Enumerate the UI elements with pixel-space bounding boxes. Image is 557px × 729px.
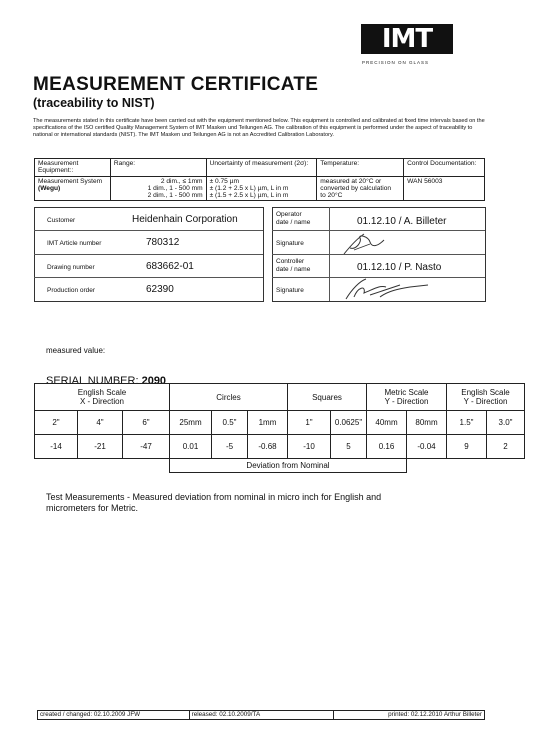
temperature-line: converted by calculation — [320, 184, 392, 192]
temperature-line: measured at 20°C or — [320, 177, 382, 185]
size-cell: 1.5" — [447, 411, 487, 435]
test-measurement-note: Test Measurements - Measured deviation from nominal in micro inch for English and micrometers for Metric. — [46, 492, 382, 513]
deviations-row — [35, 435, 525, 459]
imt-logo: IMT — [361, 24, 453, 54]
uncertainty-line: ± 0.75 µm — [209, 177, 239, 185]
range-line: 1 dim., 1 - 500 mm — [147, 184, 203, 192]
sizes-row — [35, 411, 525, 435]
group-header — [170, 384, 288, 411]
size-cell: 2" — [35, 411, 78, 435]
group-header — [367, 384, 447, 411]
deviation-cell: -47 — [123, 435, 170, 459]
operator-label-line: Operator — [276, 211, 302, 218]
deviation-cell: 0.01 — [170, 435, 212, 459]
deviation-cell: 9 — [447, 435, 487, 459]
temperature-header: Temperature: — [317, 159, 404, 177]
operator-signature-label: Signature — [276, 240, 304, 247]
range-line: 2 dim., 1 - 500 mm — [147, 192, 203, 200]
serial-number-label: SERIAL NUMBER: — [46, 375, 139, 387]
controller-value: 01.12.10 / P. Nasto — [357, 262, 442, 273]
group-line: Metric Scale — [384, 388, 429, 397]
operator-label-line: date / name — [276, 219, 311, 226]
group-line: X - Direction — [79, 397, 124, 406]
group-line: Squares — [312, 392, 342, 402]
deviation-cell: 2 — [487, 435, 525, 459]
document-footer — [37, 710, 485, 720]
equipment-system: Measurement System — [38, 177, 103, 185]
deviation-cell: -0.68 — [248, 435, 288, 459]
controller-label — [276, 258, 310, 274]
deviation-cell: -0.04 — [407, 435, 447, 459]
range-line: 2 dim., ≤ 1mm — [160, 177, 203, 185]
size-cell: 0.0625" — [331, 411, 367, 435]
serial-number-value: 2090 — [141, 375, 167, 387]
size-cell: 1mm — [248, 411, 288, 435]
temperature-cell — [317, 176, 404, 201]
footer-row — [38, 711, 485, 720]
article-number-value: 780312 — [146, 237, 180, 248]
temperature-line: to 20°C — [320, 192, 343, 200]
group-header — [447, 384, 525, 411]
article-number-label: IMT Article number — [47, 240, 102, 247]
deviation-caption: Deviation from Nominal — [170, 459, 407, 473]
divider — [34, 277, 263, 278]
equipment-header-row — [35, 159, 485, 177]
uncertainty-header: Uncertainty of measurement (2σ): — [206, 159, 317, 177]
intro-paragraph: The measurements stated in this certificate have been carried out with the equipment mentioned below. This equipment is controlled and calibrated at fixed time intervals based on the specifications of the ISO certified Quality Management System of IMT Masken und Teilungen AG. The calibration of this equipment is performed under the aspect of traceability to national or international standards (NIST). The IMT Masken und Teilungen AG is not an Accredited Calibration Laboratory. — [33, 118, 485, 138]
uncertainty-line: ± (1.5 + 2.5 x L) µm, L in m — [209, 192, 289, 200]
size-cell: 25mm — [170, 411, 212, 435]
deviation-cell: -14 — [35, 435, 78, 459]
drawing-number-label: Drawing number — [47, 264, 95, 271]
group-line: English Scale — [77, 388, 127, 397]
equipment-table — [34, 158, 485, 201]
equipment-system-name: (Wegu) — [38, 184, 61, 192]
uncertainty-cell — [206, 176, 317, 201]
group-header — [35, 384, 170, 411]
range-cell — [110, 176, 206, 201]
production-order-label: Production order — [47, 287, 96, 294]
measured-value-label: measured value: — [46, 346, 106, 355]
deviation-cell: -5 — [212, 435, 248, 459]
group-line: English Scale — [461, 388, 510, 397]
equipment-cell — [35, 176, 111, 201]
size-cell: 4" — [78, 411, 123, 435]
page-subtitle: (traceability to NIST) — [33, 96, 155, 110]
deviation-cell: -21 — [78, 435, 123, 459]
footer-printed: printed: 02.12.2010 Arthur Billeter — [334, 711, 485, 720]
deviation-cell: 5 — [331, 435, 367, 459]
logo-tagline: PRECISION ON GLASS — [362, 60, 430, 65]
deviation-cell: -10 — [288, 435, 331, 459]
size-cell: 0.5" — [212, 411, 248, 435]
footer-created: created / changed: 02.10.2009 JFW — [38, 711, 190, 720]
empty-cell — [407, 459, 525, 473]
deviation-cell: 0.16 — [367, 435, 407, 459]
divider — [329, 207, 330, 301]
controller-signature-label: Signature — [276, 287, 304, 294]
control-doc-header: Control Documentation: — [404, 159, 485, 177]
equipment-row — [35, 176, 485, 201]
controller-label-line: Controller — [276, 258, 305, 265]
range-header: Range: — [110, 159, 206, 177]
controller-label-line: date / name — [276, 266, 311, 273]
operator-value: 01.12.10 / A. Billeter — [357, 216, 447, 227]
page-title: MEASUREMENT CERTIFICATE — [33, 74, 319, 95]
group-line: Circles — [216, 392, 241, 402]
deviation-table — [34, 383, 525, 473]
deviation-caption-row — [35, 459, 525, 473]
divider — [34, 254, 263, 255]
group-header — [288, 384, 367, 411]
uncertainty-line: ± (1.2 + 2.5 x L) µm, L in m — [209, 184, 289, 192]
size-cell: 80mm — [407, 411, 447, 435]
footer-released: released: 02.10.2009/TA — [189, 711, 334, 720]
size-cell: 1" — [288, 411, 331, 435]
group-line: Y - Direction — [384, 397, 429, 406]
divider — [34, 230, 263, 231]
controller-signature — [340, 277, 430, 303]
equipment-header: Measurement Equipment:: — [35, 159, 111, 177]
control-doc-cell: WAN 56003 — [404, 176, 485, 201]
customer-value: Heidenhain Corporation — [132, 214, 238, 225]
size-cell: 40mm — [367, 411, 407, 435]
group-line: Y - Direction — [463, 397, 508, 406]
production-order-value: 62390 — [146, 284, 174, 295]
drawing-number-value: 683662-01 — [146, 261, 194, 272]
size-cell: 6" — [123, 411, 170, 435]
customer-label: Customer — [47, 217, 76, 224]
operator-label — [276, 211, 310, 227]
empty-cell — [35, 459, 170, 473]
operator-signature — [340, 230, 400, 258]
size-cell: 3.0" — [487, 411, 525, 435]
scale-group-row — [35, 384, 525, 411]
